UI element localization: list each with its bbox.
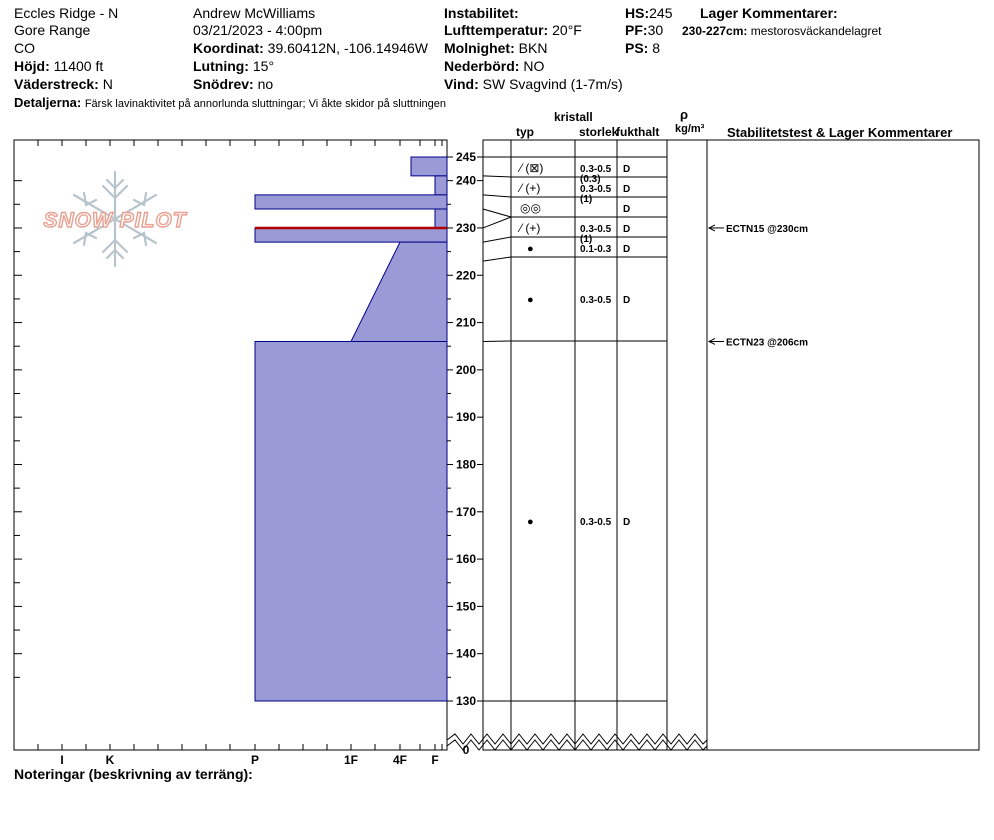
slope-label: Lutning: bbox=[193, 58, 249, 74]
size-header: storlek bbox=[579, 125, 619, 139]
hardness-tick-4f: 4F bbox=[392, 753, 408, 767]
crystal-type-symbol: ◎◎ bbox=[520, 201, 541, 215]
moisture-value: D bbox=[623, 295, 631, 306]
stability-tests bbox=[709, 224, 808, 349]
hardness-tick-k: K bbox=[105, 753, 115, 767]
observation-datetime: 03/21/2023 - 4:00pm bbox=[193, 22, 323, 38]
depth-tick-140: 140 bbox=[455, 646, 477, 661]
sky-label: Molnighet: bbox=[444, 40, 515, 56]
stability-test-label: ECTN23 @206cm bbox=[726, 337, 809, 349]
table-row bbox=[527, 243, 630, 255]
depth-tick-200: 200 bbox=[455, 362, 477, 377]
rho-header: ρ bbox=[680, 107, 689, 122]
density-header: kg/m³ bbox=[675, 123, 705, 135]
axis-break-zigzag bbox=[447, 734, 707, 744]
mountain-range: Gore Range bbox=[14, 22, 91, 38]
observer-name: Andrew McWilliams bbox=[193, 5, 316, 21]
layer-comments-label: Lager Kommentarer: bbox=[700, 5, 838, 21]
layer-comment-text: mestorosväckandelagret bbox=[750, 24, 882, 38]
hardness-layer-1 bbox=[411, 157, 447, 176]
table-row bbox=[527, 516, 630, 528]
stability-test-label: ECTN15 @230cm bbox=[726, 223, 809, 235]
depth-tick-130: 130 bbox=[455, 694, 477, 708]
crystal-type-symbol: ● bbox=[527, 243, 534, 255]
snowpilot-logo bbox=[44, 172, 188, 266]
crystal-type-symbol: ● bbox=[527, 294, 534, 306]
depth-tick-160: 160 bbox=[455, 552, 477, 567]
moisture-value: D bbox=[623, 224, 631, 235]
hardness-layer-3 bbox=[255, 195, 447, 209]
type-header: typ bbox=[516, 125, 534, 139]
crystal-size: 0.3-0.5 bbox=[580, 295, 612, 306]
moisture-value: D bbox=[623, 204, 631, 215]
wind-value: SW Svagvind (1-7m/s) bbox=[482, 76, 623, 92]
airtemp-label: Lufttemperatur: bbox=[444, 22, 549, 38]
depth-tick-240: 240 bbox=[455, 173, 477, 188]
blowing-value: no bbox=[257, 76, 274, 92]
aspect-value: N bbox=[102, 76, 113, 92]
precip-value: NO bbox=[523, 58, 545, 74]
details-label: Detaljerna: bbox=[14, 95, 82, 110]
slope-value: 15° bbox=[252, 58, 275, 74]
moisture-value: D bbox=[623, 244, 631, 255]
hardness-layer-8 bbox=[255, 341, 447, 701]
stability-header: Stabilitetstest & Lager Kommentarer bbox=[727, 125, 953, 140]
hardness-tick-p: P bbox=[250, 753, 260, 767]
hardness-layer-5 bbox=[255, 228, 447, 242]
airtemp-value: 20°F bbox=[552, 22, 582, 38]
ps-value: 8 bbox=[652, 40, 661, 56]
hardness-tick-f: F bbox=[431, 753, 439, 767]
depth-tick-220: 220 bbox=[455, 268, 477, 283]
elevation-value: 11400 ft bbox=[53, 58, 104, 74]
stability-test bbox=[709, 224, 808, 235]
crystal-type-symbol: ⁄ (+) bbox=[520, 181, 541, 195]
elevation-label: Höjd: bbox=[14, 58, 50, 74]
depth-tick-180: 180 bbox=[455, 457, 477, 472]
pf-value: 30 bbox=[647, 22, 664, 38]
ps-label: PS: bbox=[625, 40, 649, 56]
table-row bbox=[517, 221, 630, 245]
depth-tick-230: 230 bbox=[455, 220, 477, 235]
depth-tick-170: 170 bbox=[455, 504, 477, 519]
crystal-size-note: (1) bbox=[580, 194, 593, 205]
coordinates-label: Koordinat: bbox=[193, 40, 264, 56]
blowing-label: Snödrev: bbox=[193, 76, 254, 92]
precip-label: Nederbörd: bbox=[444, 58, 520, 74]
crystal-type-symbol: ⁄ (+) bbox=[520, 221, 541, 235]
hardness-layers bbox=[255, 157, 447, 701]
wind-label: Vind: bbox=[444, 76, 479, 92]
crystal-size: 0.1-0.3 bbox=[580, 244, 612, 255]
crystal-header: kristall bbox=[554, 110, 593, 124]
logo-text: SNOW PILOT bbox=[43, 209, 187, 232]
crystal-type-symbol: ⁄ (⊠) bbox=[520, 161, 544, 175]
hs-value: 245 bbox=[649, 5, 673, 21]
sky-value: BKN bbox=[518, 40, 548, 56]
crystal-size-note: (1) bbox=[580, 234, 593, 245]
aspect-label: Väderstreck: bbox=[14, 76, 99, 92]
moisture-value: D bbox=[623, 184, 631, 195]
instability-label: Instabilitet: bbox=[444, 5, 519, 21]
coordinates-value: 39.60412N, -106.14946W bbox=[267, 40, 428, 56]
table-row bbox=[527, 294, 630, 306]
stability-test bbox=[709, 337, 808, 348]
hardness-tick-1f: 1F bbox=[343, 753, 359, 767]
layer-comment-range: 230-227cm: bbox=[682, 24, 748, 38]
hardness-layer-2 bbox=[435, 176, 447, 195]
depth-tick-150: 150 bbox=[455, 599, 477, 614]
location-name: Eccles Ridge - N bbox=[14, 5, 119, 21]
moisture-value: D bbox=[623, 517, 631, 528]
depth-tick-210: 210 bbox=[455, 315, 477, 330]
crystal-size: 0.3-0.5 bbox=[580, 184, 612, 195]
crystal-type-symbol: ● bbox=[527, 516, 534, 528]
depth-tick-245: 245 bbox=[455, 150, 477, 164]
state: CO bbox=[14, 40, 35, 56]
crystal-size-note: (0.3) bbox=[580, 174, 601, 185]
depth-tick-190: 190 bbox=[455, 410, 477, 425]
moisture-header: fukthalt bbox=[616, 125, 660, 139]
crystal-size: 0.3-0.5 bbox=[580, 164, 612, 175]
depth-tick-0: 0 bbox=[462, 743, 470, 757]
pf-label: PF: bbox=[625, 22, 648, 38]
crystal-size: 0.3-0.5 bbox=[580, 517, 612, 528]
hardness-layer-4 bbox=[435, 209, 447, 228]
hardness-layer-6 bbox=[351, 242, 447, 341]
hs-label: HS: bbox=[625, 5, 650, 21]
hardness-tick-i: I bbox=[60, 753, 64, 767]
crystal-size: 0.3-0.5 bbox=[580, 224, 612, 235]
moisture-value: D bbox=[623, 164, 631, 175]
terrain-notes-label: Noteringar (beskrivning av terräng): bbox=[14, 766, 253, 782]
details-text: Färsk lavinaktivitet på annorlunda sluttningar; Vi åkte skidor på sluttningen bbox=[84, 98, 446, 110]
